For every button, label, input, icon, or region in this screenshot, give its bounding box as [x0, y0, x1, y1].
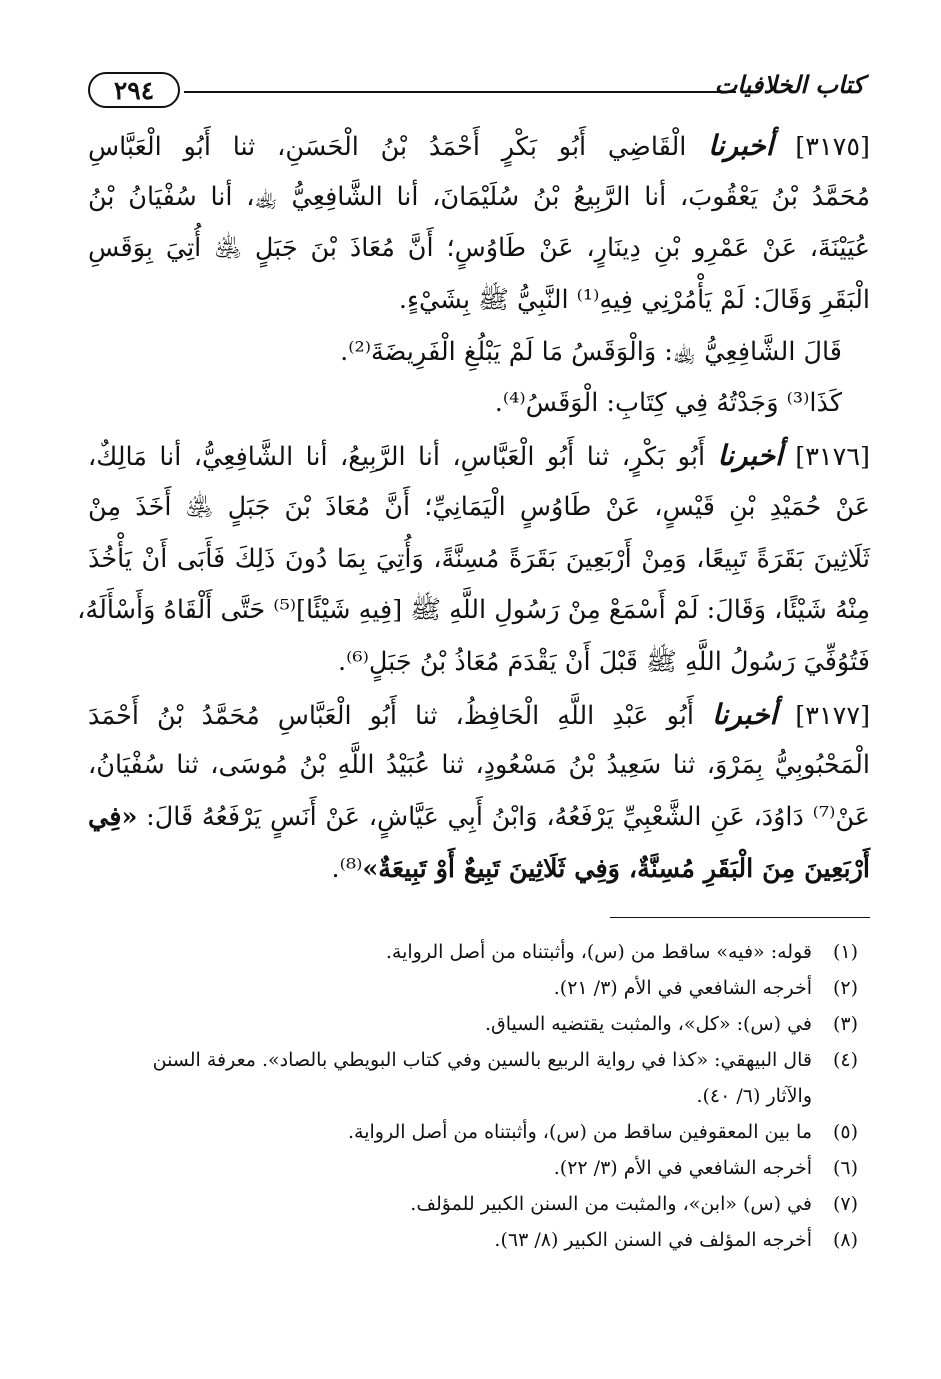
text-segment: «فِي [88, 801, 138, 832]
text-segment: الْمَحْبُوبِيُّ بِمَرْوَ، ثنا سَعِيدُ بْنُ مَسْعُودٍ، ثنا عُبَيْدُ اللَّهِ بْنُ مُوسَى، ثنا سُفْيَانُ، [88, 750, 870, 781]
text-segment: مِنْهُ شَيْئًا، وَقَالَ: لَمْ أَسْمَعْ مِنْ رَسُولِ اللَّهِ ﷺ [فِيهِ شَيْئًا]⁽⁵⁾ حَتَّى أَلْقَاهُ وَأَسْأَلَهُ، [77, 595, 870, 626]
text-segment: قَالَ الشَّافِعِيُّ ﵀: وَالْوَقَسُ مَا لَمْ يَبْلُغِ الْفَرِيضَةَ⁽²⁾. [340, 336, 842, 367]
footnote [88, 1150, 870, 1186]
footnote [88, 1186, 870, 1222]
footnote-text: أخرجه الشافعي في الأم (٣/ ٢١). [553, 977, 812, 999]
akhbarana-marker: أخبرنا [711, 697, 778, 731]
footnote-number: (٣) [832, 1013, 858, 1035]
running-header [88, 70, 864, 114]
footnote [88, 1114, 870, 1150]
text-segment: [٣١٧٧] [777, 700, 871, 731]
text-segment: أَبُو عَبْدِ اللَّهِ الْحَافِظُ، ثنا أَبُو الْعَبَّاسِ مُحَمَّدُ بْنُ أَحْمَدَ [88, 700, 712, 731]
text-segment: كَذَا⁽³⁾ وَجَدْتُهُ فِي كِتَابِ: الْوَقَسُ⁽⁴⁾. [494, 388, 842, 419]
book-title: كتاب الخلافيات [714, 70, 864, 99]
footnote-number: (٦) [832, 1157, 858, 1179]
footnote-number: (١) [832, 941, 858, 963]
text-line [77, 585, 870, 637]
text-line [88, 275, 870, 327]
text-segment: فَتُوُفِّيَ رَسُولُ اللَّهِ ﷺ قَبْلَ أَنْ يَقْدَمَ مُعَاذُ بْنُ جَبَلٍ⁽⁶⁾. [337, 646, 870, 677]
text-segment: أَبُو بَكْرٍ، ثنا أَبُو الْعَبَّاسِ، أنا الرَّبِيعُ، أنا الشَّافِعِيُّ، أنا مَالِكٌ، [88, 442, 718, 473]
footnote-text: قوله: «فيه» ساقط من (س)، وأثبتناه من أصل الرواية. [385, 941, 812, 963]
text-segment: ⁽⁸⁾. [331, 853, 363, 884]
text-line [88, 482, 870, 534]
main-text [77, 120, 871, 895]
text-segment: أَرْبَعِينَ مِنَ الْبَقَرِ مُسِنَّةٌ، وَفِي ثَلَاثِينَ تَبِيعٌ أَوْ تَبِيعَةٌ» [362, 853, 870, 884]
text-segment: ثَلَاثِينَ بَقَرَةً تَبِيعًا، وَمِنْ أَرْبَعِينَ بَقَرَةً مُسِنَّةً، وَأُتِيَ بِمَا دُونَ ذَلِكَ فَأَبَى أَنْ يَأْخُذَ [88, 543, 870, 574]
footnote-number: (٢) [832, 977, 858, 999]
text-line [88, 844, 870, 896]
footnote [88, 1006, 870, 1042]
footnote-text: أخرجه الشافعي في الأم (٣/ ٢٢). [553, 1157, 812, 1179]
footnote-text: أخرجه المؤلف في السنن الكبير (٨/ ٦٣). [494, 1229, 812, 1251]
text-line [88, 689, 870, 741]
akhbarana-marker: أخبرنا [717, 439, 783, 473]
text-line [88, 534, 870, 586]
footnotes [88, 934, 870, 1258]
footnote-text: قال البيهقي: «كذا في رواية الربيع بالسين وفي كتاب البويطي بالصاد». معرفة السنن [152, 1049, 812, 1071]
text-line [88, 430, 870, 482]
footnote [88, 934, 870, 970]
text-line [88, 120, 870, 172]
footnote-number: (٧) [832, 1193, 858, 1215]
footnote [88, 1222, 870, 1258]
footnote-number: (٤) [832, 1049, 858, 1071]
header-rule [184, 91, 736, 93]
text-segment: عَنْ حُمَيْدِ بْنِ قَيْسٍ، عَنْ طَاوُسٍ الْيَمَانِيِّ؛ أَنَّ مُعَاذَ بْنَ جَبَلٍ ﵁ أَخَذَ مِنْ [88, 491, 870, 522]
text-line [88, 223, 870, 275]
footnote [88, 970, 870, 1006]
text-segment: عُيَيْنَةَ، عَنْ عَمْرِو بْنِ دِينَارٍ، عَنْ طَاوُسٍ؛ أَنَّ مُعَاذَ بْنَ جَبَلٍ ﵁ أُتِيَ بِوَقَسِ [88, 233, 870, 264]
footnote-text: في (س) «ابن»، والمثبت من السنن الكبير للمؤلف. [410, 1193, 812, 1215]
text-segment: [٣١٧٦] [782, 442, 870, 473]
footnote-continuation: والآثار (٦/ ٤٠). [696, 1085, 812, 1107]
text-segment: الْقَاضِي أَبُو بَكْرٍ أَحْمَدُ بْنُ الْحَسَنِ، ثنا أَبُو الْعَبَّاسِ [88, 132, 709, 162]
text-segment: عَنْ⁽⁷⁾ دَاوُدَ، عَنِ الشَّعْبِيِّ يَرْفَعُهُ، وَابْنُ أَبِي عَيَّاشٍ، عَنْ أَنَسٍ يَرْفَعُهُ قَالَ: [137, 801, 870, 832]
footnote-text: ما بين المعقوفين ساقط من (س)، وأثبتناه من أصل الرواية. [348, 1121, 812, 1143]
text-segment: مُحَمَّدُ بْنُ يَعْقُوبَ، أنا الرَّبِيعُ بْنُ سُلَيْمَانَ، أنا الشَّافِعِيُّ ﵀، أنا سُفْيَانُ بْنُ [88, 181, 870, 212]
footnote-number: (٥) [832, 1121, 858, 1143]
footnote-number: (٨) [832, 1229, 858, 1251]
footnote-divider [610, 917, 870, 918]
text-line [88, 378, 870, 430]
akhbarana-marker: أخبرنا [708, 129, 774, 162]
text-line [88, 172, 870, 224]
footnote [88, 1042, 870, 1078]
footnote-text: في (س): «كل»، والمثبت يقتضيه السياق. [484, 1013, 812, 1035]
text-line [88, 637, 870, 689]
text-segment: [٣١٧٥] [773, 132, 870, 162]
text-line [88, 792, 870, 844]
text-line [88, 327, 870, 379]
text-segment: الْبَقَرِ وَقَالَ: لَمْ يَأْمُرْنِي فِيهِ⁽¹⁾ النَّبِيُّ ﷺ بِشَيْءٍ. [398, 285, 870, 316]
text-line [88, 740, 870, 792]
page-number: ٢٩٤ [88, 72, 180, 108]
